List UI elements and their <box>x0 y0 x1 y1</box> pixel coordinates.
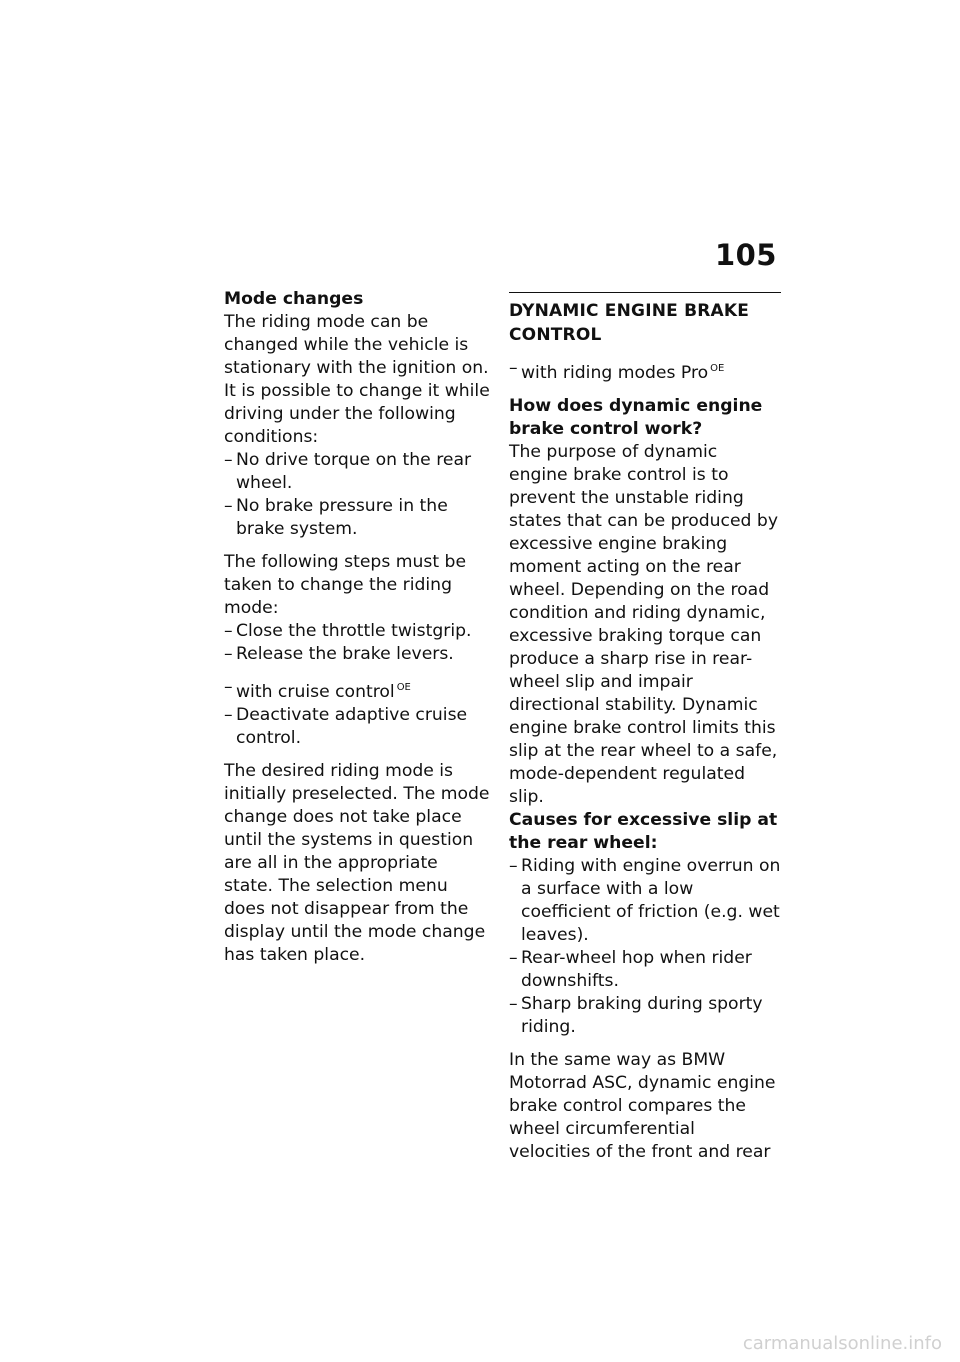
mode-changes-heading: Mode changes <box>224 289 364 309</box>
riding-modes-condition <box>509 357 781 385</box>
list-item: – No drive torque on the rear wheel. <box>224 449 492 495</box>
list-item: – Rear-wheel hop when rider downshifts. <box>509 947 781 993</box>
steps-paragraph: The following steps must be taken to change the riding mode: <box>224 552 467 618</box>
section-title: DYNAMIC ENGINE BRAKE CONTROL <box>509 301 750 345</box>
page-number: 105 <box>714 238 777 272</box>
comparison-paragraph: In the same way as BMW Motorrad ASC, dynamic engine brake control compares the wheel circumferential velocities of the front and rear <box>509 1050 776 1162</box>
list-item: – Close the throttle twistgrip. <box>224 620 492 643</box>
oe-marker: OE <box>710 363 725 374</box>
list-item: – Riding with engine overrun on a surface with a low coefficient of friction (e.g. wet leaves). <box>509 855 781 947</box>
preselection-paragraph: The desired riding mode is initially preselected. The mode change does not take place until the systems in question are all in the appropriate state. The selection menu does not disappear from the display until the mode change has taken place. <box>224 761 490 965</box>
mode-changes-paragraph: The riding mode can be changed while the vehicle is stationary with the ignition on. It is possible to change it while driving under the following conditions: <box>224 312 490 447</box>
list-item: – Sharp braking during sporty riding. <box>509 993 781 1039</box>
purpose-paragraph: The purpose of dynamic engine brake control is to prevent the unstable riding states that can be produced by excessive engine braking moment acting on the rear wheel. Depending on the road condition and riding dynamic, excessive braking torque can produce a sharp rise in rear-wheel slip and impair directional stability. Dynamic engine brake control limits this slip at the rear wheel to a safe, mode-dependent regulated slip. <box>509 442 779 807</box>
cruise-control-condition <box>224 676 492 704</box>
right-column <box>509 288 781 1164</box>
list-item: – No brake pressure in the brake system. <box>224 495 492 541</box>
left-column <box>224 288 492 967</box>
cruise-control-label: with cruise control <box>236 682 395 702</box>
how-it-works-heading: How does dynamic engine brake control work? <box>509 396 763 439</box>
causes-heading: Causes for excessive slip at the rear wheel: <box>509 810 778 853</box>
riding-modes-label: with riding modes Pro <box>521 363 709 383</box>
section-rule <box>509 292 781 293</box>
watermark-footer: carmanualsonline.info <box>742 1333 942 1354</box>
list-item: – Deactivate adaptive cruise control. <box>224 704 492 750</box>
oe-marker: OE <box>396 682 411 693</box>
list-item: – Release the brake levers. <box>224 643 492 666</box>
